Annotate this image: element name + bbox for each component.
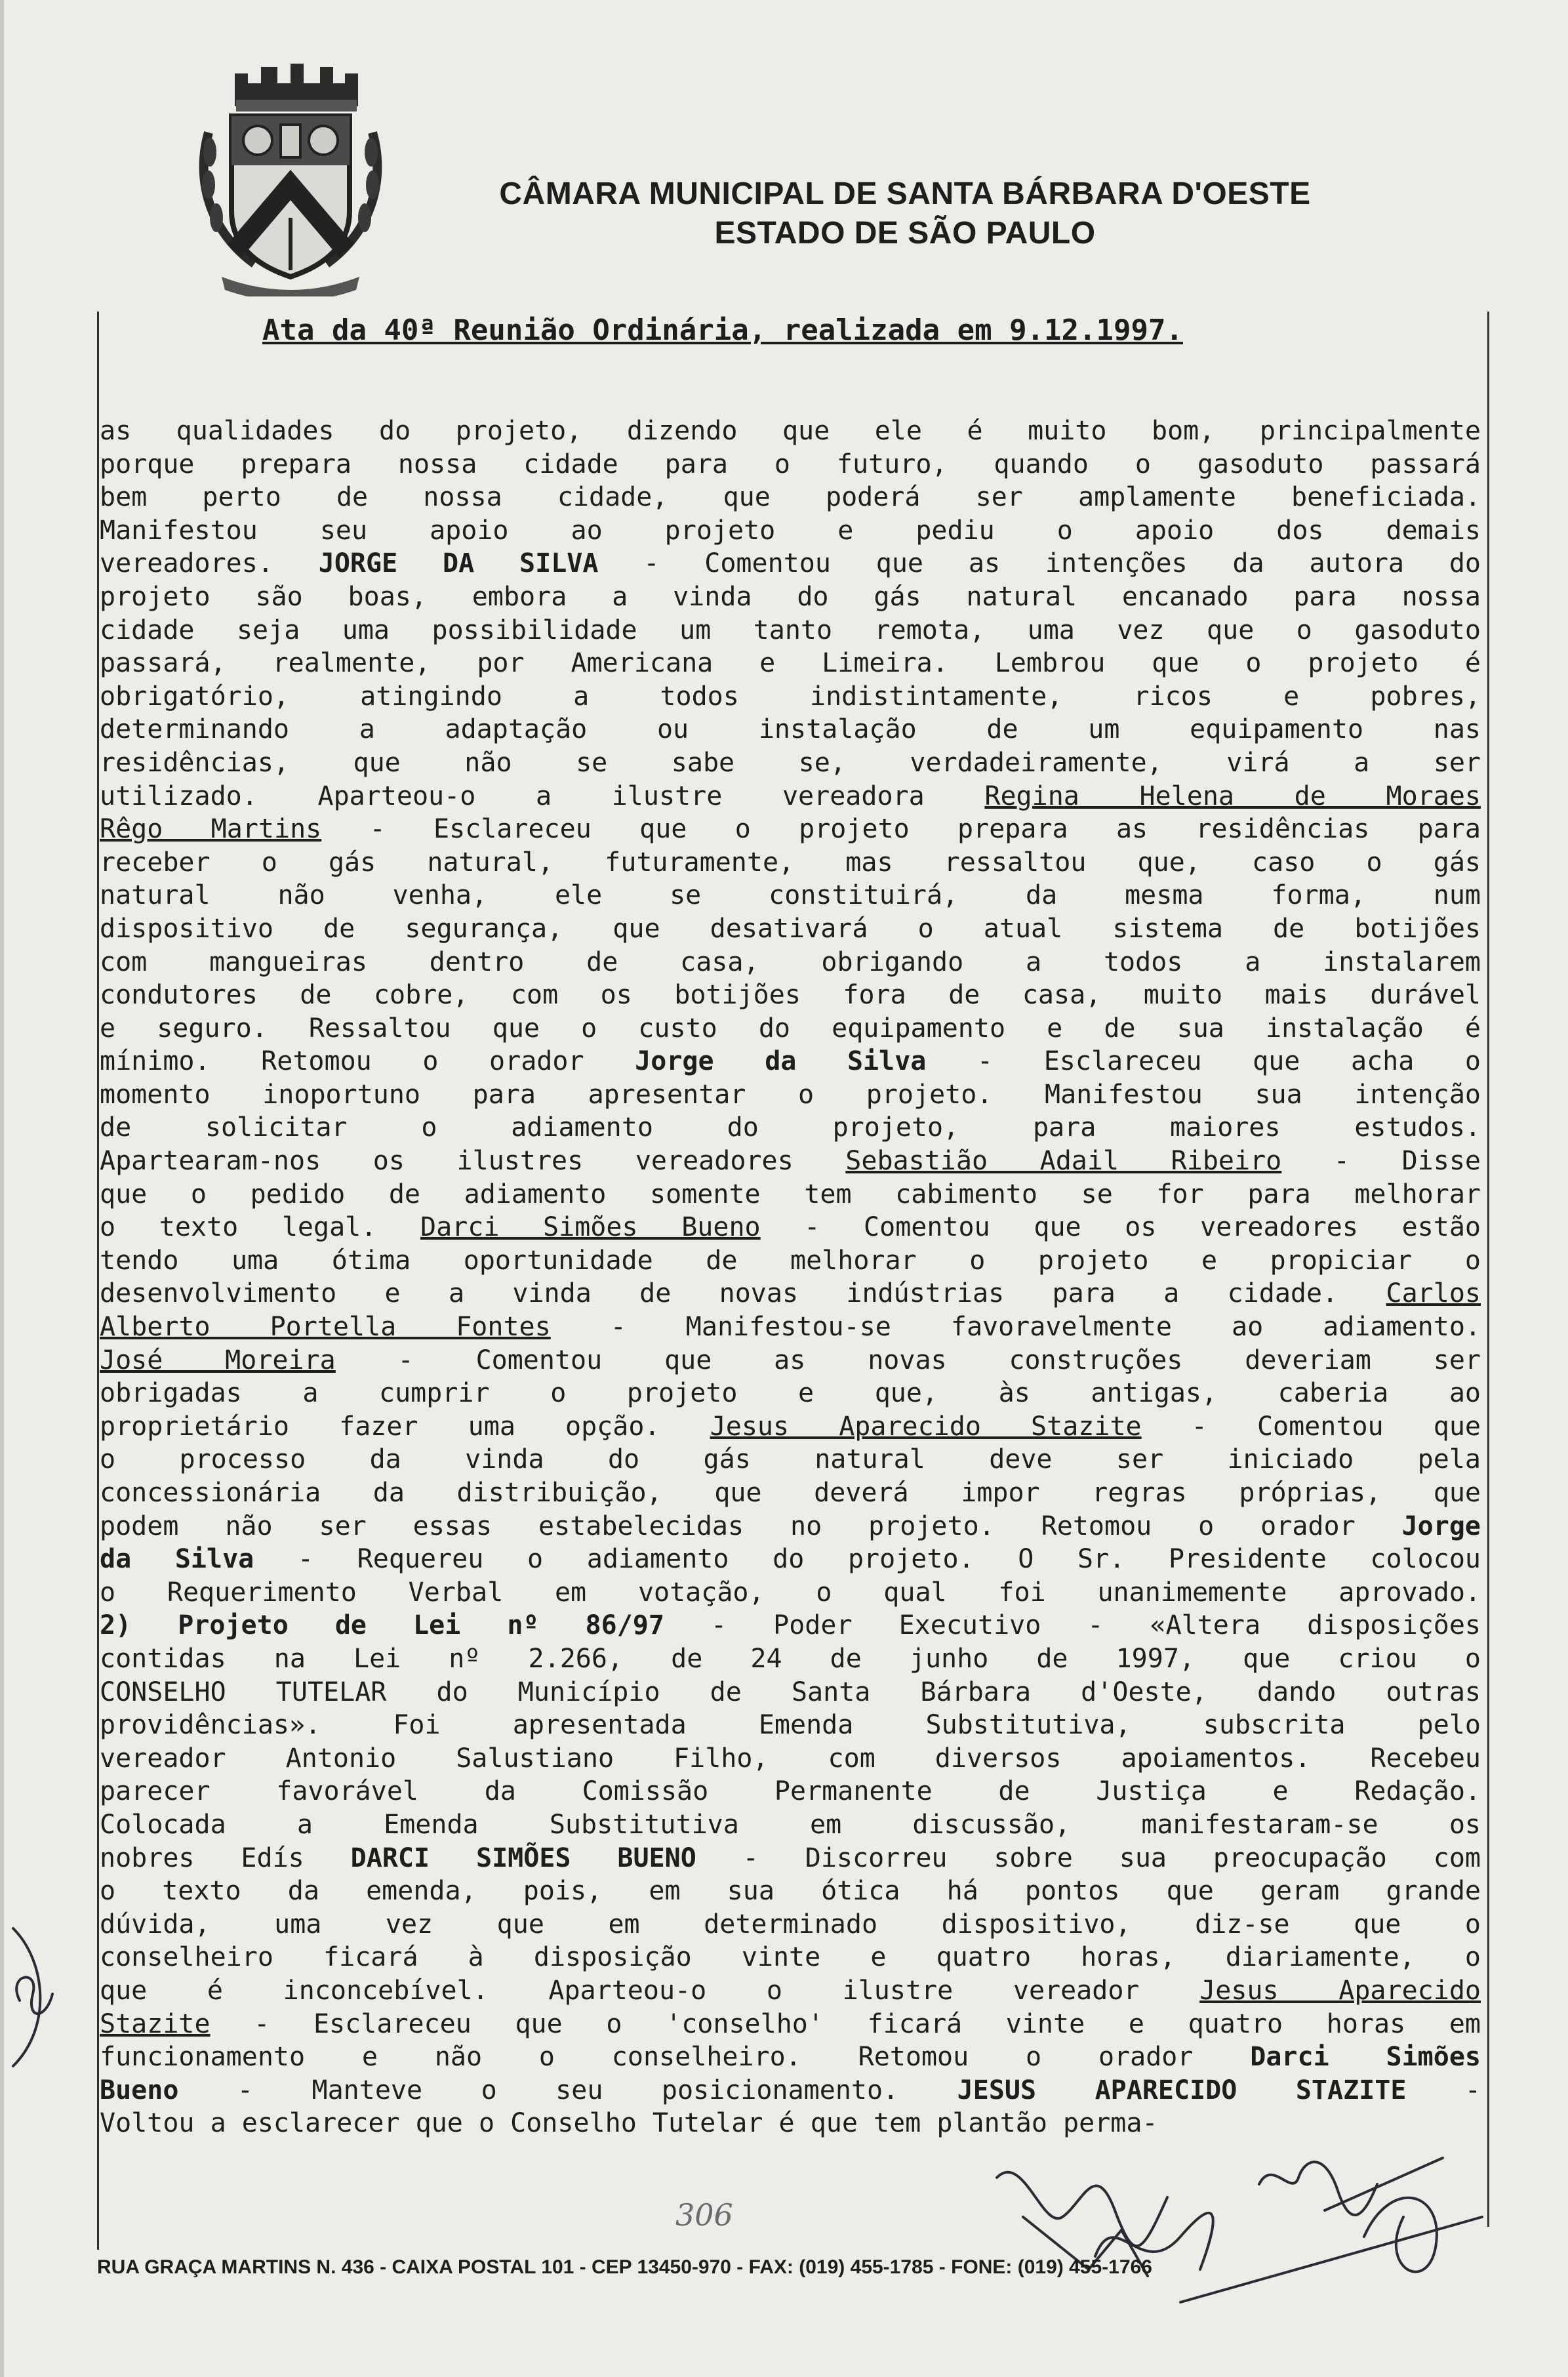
- institution-name: CÂMARA MUNICIPAL DE SANTA BÁRBARA D'OESTE: [499, 176, 1311, 211]
- body-line: [100, 1178, 1481, 1211]
- signatures-icon: [984, 2138, 1495, 2309]
- text-run: condutores de cobre, com os botijões fora de casa, muito mais durável: [100, 980, 1481, 1011]
- body-line: [100, 1410, 1481, 1444]
- text-run: - Discorreu sobre sua preocupação com: [696, 1842, 1481, 1873]
- text-run: - Esclareceu que o projeto prepara as residências para: [321, 814, 1481, 845]
- text-run: o texto legal.: [100, 1212, 420, 1243]
- underlined-name: Sebastião Adail Ribeiro: [845, 1146, 1282, 1177]
- bold-name: JORGE DA SILVA: [318, 548, 599, 579]
- body-line: [100, 2107, 1481, 2140]
- text-run: o Requerimento Verbal em votação, o qual foi unanimemente aprovado.: [100, 1577, 1481, 1608]
- text-run: mínimo. Retomou o orador: [100, 1046, 635, 1077]
- body-line: [100, 912, 1481, 946]
- text-run: - Requereu o adiamento do projeto. O Sr. Presidente colocou: [254, 1544, 1481, 1575]
- body-line: [100, 2074, 1481, 2107]
- underlined-name: Rêgo Martins: [100, 814, 322, 845]
- text-run: com mangueiras dentro de casa, obrigando a todos a instalarem: [100, 946, 1481, 977]
- bold-name: 2) Projeto de Lei nº 86/97: [100, 1610, 664, 1641]
- body-line: [100, 1211, 1481, 1244]
- bold-name: DARCI SIMÕES BUENO: [350, 1842, 696, 1873]
- text-run: residências, que não se sabe se, verdadeiramente, virá a ser: [100, 747, 1481, 778]
- underlined-name: Carlos: [1386, 1278, 1481, 1309]
- text-run: bem perto de nossa cidade, que poderá ser amplamente beneficiada.: [100, 482, 1481, 513]
- text-run: providências». Foi apresentada Emenda Substitutiva, subscrita pelo: [100, 1710, 1481, 1741]
- body-line: [100, 1941, 1481, 1974]
- text-run: Apartearam-nos os ilustres vereadores: [100, 1146, 846, 1177]
- body-line: [100, 1974, 1481, 2008]
- body-line: [100, 547, 1481, 580]
- text-run: vereador Antonio Salustiano Filho, com diversos apoiamentos. Recebeu: [100, 1743, 1481, 1774]
- body-line: [100, 1775, 1481, 1808]
- text-run: tendo uma ótima oportunidade de melhorar o projeto e propiciar o: [100, 1245, 1481, 1276]
- right-margin-rule: [1487, 312, 1489, 2227]
- body-line: [100, 2041, 1481, 2074]
- bold-name: Darci Simões: [1250, 2042, 1481, 2073]
- body-line: [100, 780, 1481, 813]
- text-run: determinando a adaptação ou instalação de um equipamento nas: [100, 714, 1481, 745]
- text-run: dúvida, uma vez que em determinado dispositivo, diz-se que o: [100, 1909, 1481, 1940]
- body-line: [100, 448, 1481, 481]
- body-line: [100, 580, 1481, 614]
- text-run: que o pedido de adiamento somente tem cabimento se for para melhorar: [100, 1179, 1481, 1209]
- underlined-name: Regina Helena de Moraes: [984, 781, 1481, 811]
- body-line: [100, 680, 1481, 714]
- text-run: o texto da emenda, pois, em sua ótica há pontos que geram grande: [100, 1876, 1481, 1907]
- text-run: - Comentou que as novas construções deveriam ser: [335, 1345, 1481, 1375]
- body-line: [100, 1443, 1481, 1476]
- text-run: - Poder Executivo - «Altera disposições: [664, 1610, 1481, 1641]
- text-run: obrigatório, atingindo a todos indistintamente, ricos e pobres,: [100, 681, 1481, 712]
- text-run: Voltou a esclarecer que o Conselho Tutelar é que tem plantão perma-: [100, 2108, 1158, 2139]
- text-run: - Disse: [1281, 1146, 1481, 1177]
- body-line: [100, 481, 1481, 514]
- text-run: vereadores.: [100, 548, 319, 579]
- body-line: [100, 514, 1481, 548]
- body-line: [100, 979, 1481, 1012]
- body-line: [100, 1078, 1481, 1112]
- text-run: - Comentou que as intenções da autora do: [598, 548, 1481, 579]
- text-run: - Comentou que: [1141, 1411, 1481, 1442]
- text-run: natural não venha, ele se constituirá, da mesma forma, num: [100, 880, 1481, 911]
- text-run: cidade seja uma possibilidade um tanto remota, uma vez que o gasoduto: [100, 615, 1481, 645]
- text-run: Manifestou seu apoio ao projeto e pediu o apoio dos demais: [100, 515, 1481, 546]
- underlined-name: José Moreira: [100, 1345, 336, 1375]
- body-line: [100, 2008, 1481, 2041]
- underlined-name: Jesus Aparecido: [1199, 1975, 1481, 2006]
- text-run: que é inconcebível. Aparteou-o o ilustre vereador: [100, 1975, 1200, 2006]
- text-run: contidas na Lei nº 2.266, de 24 de junho de 1997, que criou o: [100, 1643, 1481, 1674]
- margin-initials-icon: [0, 1922, 79, 2073]
- body-line: [100, 1742, 1481, 1776]
- text-run: desenvolvimento e a vinda de novas indústrias para a cidade.: [100, 1278, 1386, 1309]
- text-run: receber o gás natural, futuramente, mas ressaltou que, caso o gás: [100, 847, 1481, 878]
- handwritten-page-number: 306: [675, 2197, 733, 2233]
- bold-name: da Silva: [100, 1544, 254, 1575]
- text-run: dispositivo de segurança, que desativará o atual sistema de botijões: [100, 913, 1481, 944]
- body-line: [100, 1045, 1481, 1078]
- body-line: [100, 946, 1481, 979]
- text-run: funcionamento e não o conselheiro. Retomou o orador: [100, 2042, 1251, 2073]
- underlined-name: Darci Simões Bueno: [420, 1212, 761, 1243]
- underlined-name: Alberto Portella Fontes: [100, 1312, 551, 1343]
- body-line: [100, 1676, 1481, 1709]
- text-run: nobres Edís: [100, 1842, 351, 1873]
- body-line: [100, 1377, 1481, 1410]
- text-run: Colocada a Emenda Substitutiva em discussão, manifestaram-se os: [100, 1809, 1481, 1840]
- coat-of-arms-icon: [195, 60, 386, 296]
- text-run: porque prepara nossa cidade para o futuro, quando o gasoduto passará: [100, 449, 1481, 479]
- body-line: [100, 1111, 1481, 1145]
- document-title: Ata da 40ª Reunião Ordinária, realizada em 9.12.1997.: [262, 314, 1183, 347]
- text-run: -: [1406, 2075, 1481, 2105]
- underlined-name: Jesus Aparecido Stazite: [710, 1411, 1142, 1442]
- text-run: conselheiro ficará à disposição vinte e quatro horas, diariamente, o: [100, 1942, 1481, 1973]
- body-line: [100, 1609, 1481, 1642]
- body-line: [100, 1808, 1481, 1842]
- text-run: concessionária da distribuição, que deverá impor regras próprias, que: [100, 1478, 1481, 1508]
- text-run: - Manifestou-se favoravelmente ao adiamento.: [550, 1312, 1481, 1343]
- text-run: CONSELHO TUTELAR do Município de Santa Bárbara d'Oeste, dando outras: [100, 1676, 1481, 1707]
- text-run: - Comentou que os vereadores estão: [760, 1212, 1481, 1243]
- minutes-body: [100, 415, 1481, 2140]
- text-run: projeto são boas, embora a vinda do gás natural encanado para nossa: [100, 581, 1481, 612]
- body-line: [100, 1277, 1481, 1310]
- body-line: [100, 614, 1481, 647]
- body-line: [100, 1344, 1481, 1377]
- body-line: [100, 1642, 1481, 1676]
- text-run: - Manteve o seu posicionamento.: [178, 2075, 957, 2105]
- body-line: [100, 813, 1481, 846]
- body-line: [100, 1709, 1481, 1742]
- body-line: [100, 1310, 1481, 1344]
- text-run: passará, realmente, por Americana e Limeira. Lembrou que o projeto é: [100, 648, 1481, 679]
- body-line: [100, 1244, 1481, 1278]
- body-line: [100, 1576, 1481, 1610]
- body-line: [100, 1145, 1481, 1178]
- body-line: [100, 713, 1481, 746]
- text-run: o processo da vinda do gás natural deve ser iniciado pela: [100, 1444, 1481, 1475]
- state-name: ESTADO DE SÃO PAULO: [714, 216, 1096, 251]
- body-line: [100, 1510, 1481, 1543]
- text-run: podem não ser essas estabelecidas no projeto. Retomou o orador: [100, 1511, 1402, 1541]
- text-run: utilizado. Aparteou-o a ilustre vereadora: [100, 781, 985, 811]
- body-line: [100, 1875, 1481, 1908]
- bold-name: Jorge da Silva: [635, 1046, 927, 1077]
- text-run: - Esclareceu que acha o: [926, 1046, 1481, 1077]
- body-line: [100, 1476, 1481, 1510]
- body-line: [100, 879, 1481, 912]
- left-margin-rule: [97, 312, 99, 2250]
- text-run: e seguro. Ressaltou que o custo do equipamento e de sua instalação é: [100, 1013, 1481, 1044]
- body-line: [100, 1908, 1481, 1941]
- text-run: obrigadas a cumprir o projeto e que, às antigas, caberia ao: [100, 1378, 1481, 1409]
- text-run: momento inoportuno para apresentar o projeto. Manifestou sua intenção: [100, 1079, 1481, 1110]
- body-line: [100, 1842, 1481, 1875]
- body-line: [100, 647, 1481, 680]
- body-line: [100, 415, 1481, 448]
- body-line: [100, 1012, 1481, 1046]
- body-line: [100, 846, 1481, 880]
- footer-address: RUA GRAÇA MARTINS N. 436 - CAIXA POSTAL 101 - CEP 13450-970 - FAX: (019) 455-1785 - FONE: (019) 455-1766: [97, 2256, 1152, 2278]
- text-run: - Esclareceu que o 'conselho' ficará vinte e quatro horas em: [210, 2008, 1481, 2039]
- text-run: de solicitar o adiamento do projeto, para maiores estudos.: [100, 1112, 1481, 1143]
- bold-name: JESUS APARECIDO STAZITE: [957, 2075, 1407, 2105]
- text-run: proprietário fazer uma opção.: [100, 1411, 710, 1442]
- bold-name: Bueno: [100, 2075, 179, 2105]
- text-run: parecer favorável da Comissão Permanente de Justiça e Redação.: [100, 1776, 1481, 1807]
- text-run: as qualidades do projeto, dizendo que ele é muito bom, principalmente: [100, 416, 1481, 446]
- body-line: [100, 1543, 1481, 1576]
- bold-name: Jorge: [1401, 1511, 1481, 1541]
- body-line: [100, 746, 1481, 780]
- underlined-name: Stazite: [100, 2008, 211, 2039]
